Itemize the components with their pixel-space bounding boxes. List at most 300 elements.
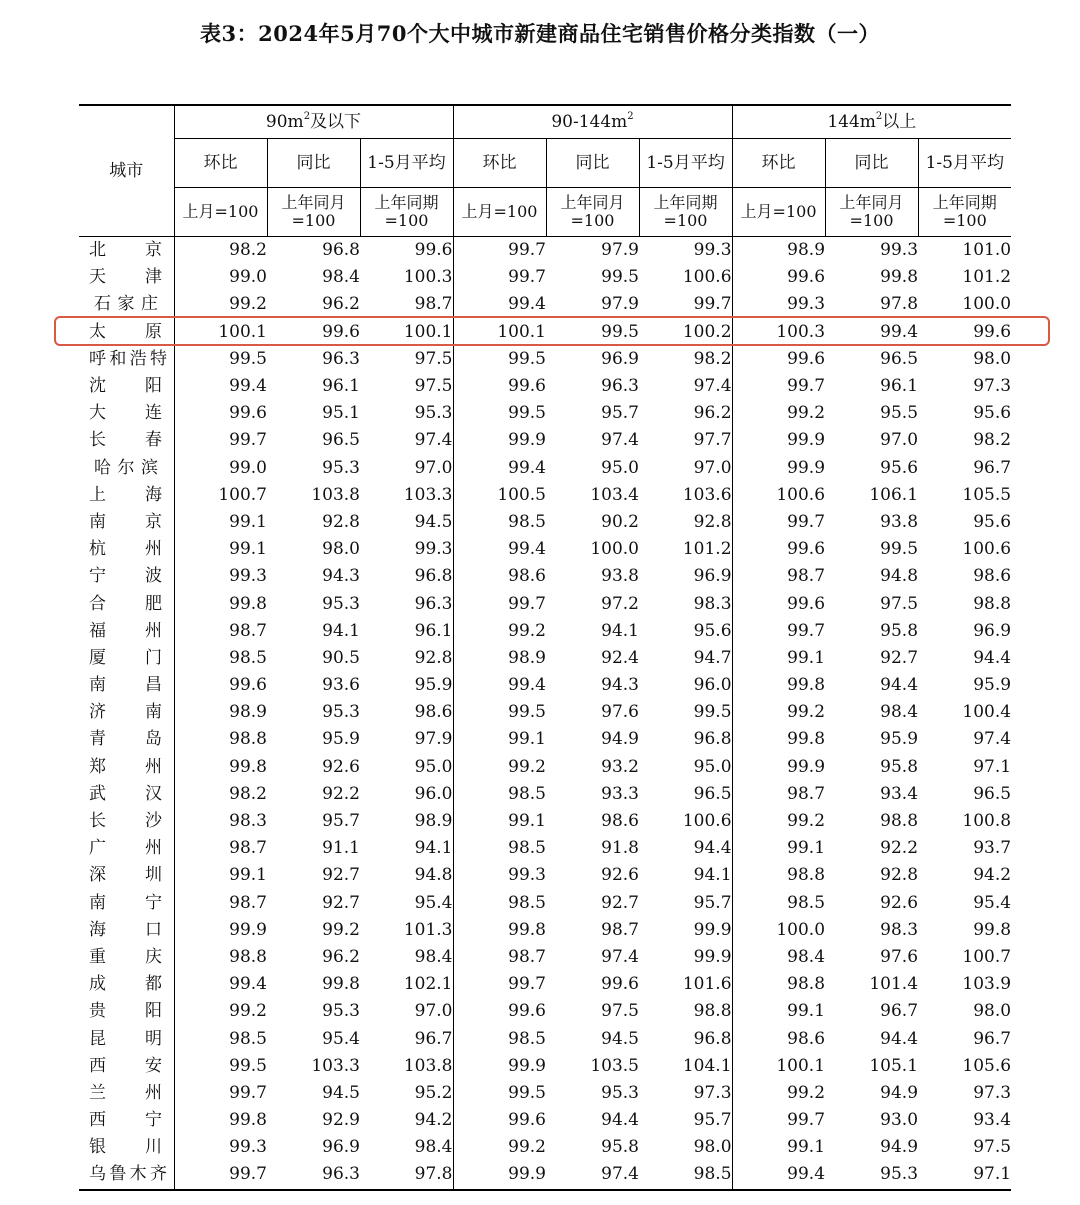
value-cell: 100.6 [639, 264, 732, 291]
value-cell: 96.9 [322, 1137, 360, 1158]
value-cell: 99.6 [229, 675, 267, 696]
price-index-table [79, 104, 1011, 1191]
table-row [79, 536, 1011, 563]
value-cell: 99.3 [880, 240, 919, 261]
value-cell: 100.0 [590, 539, 639, 560]
value-cell: 99.1 [787, 647, 826, 668]
value-cell: 98.5 [508, 892, 546, 913]
metric-header-mom: 环比 [453, 139, 546, 188]
value-cell: 92.2 [322, 783, 360, 804]
value-cell: 93.0 [880, 1110, 919, 1131]
value-cell: 99.8 [229, 756, 267, 777]
value-cell: 93.6 [322, 675, 360, 696]
table-row [79, 455, 1011, 482]
value-cell: 99.2 [508, 620, 546, 641]
value-cell: 99.5 [508, 403, 546, 424]
value-cell: 100.6 [639, 808, 732, 835]
value-cell: 99.9 [229, 919, 267, 940]
table-row [79, 1107, 1011, 1134]
value-cell: 98.6 [360, 699, 453, 726]
value-cell: 99.9 [787, 457, 826, 478]
table-row [79, 319, 1011, 346]
value-cell: 95.3 [360, 400, 453, 427]
value-cell: 105.5 [962, 484, 1012, 505]
value-cell: 94.3 [601, 675, 639, 696]
value-cell: 98.5 [508, 838, 546, 859]
value-cell: 97.4 [360, 427, 453, 454]
value-cell: 98.0 [639, 1134, 732, 1161]
table-row [79, 781, 1011, 808]
value-cell: 95.8 [601, 1137, 639, 1158]
value-cell: 93.2 [601, 756, 639, 777]
base-header-mom: 上月=100 [174, 188, 267, 237]
value-cell: 97.5 [360, 346, 453, 373]
value-cell: 98.9 [787, 240, 826, 261]
city-name: 重 庆 [89, 946, 162, 967]
table-row [79, 590, 1011, 617]
value-cell: 91.8 [601, 838, 639, 859]
table-row [79, 645, 1011, 672]
value-cell: 93.4 [973, 1110, 1012, 1131]
value-cell: 97.4 [601, 946, 639, 967]
metric-header-mom: 环比 [732, 139, 825, 188]
value-cell: 100.1 [360, 319, 453, 346]
value-cell: 99.0 [229, 457, 267, 478]
city-name: 海 口 [89, 919, 162, 940]
metric-header-mom: 环比 [174, 139, 267, 188]
value-cell: 101.2 [639, 536, 732, 563]
table-row [79, 1053, 1011, 1080]
city-name: 石 家 庄 [94, 294, 158, 315]
value-cell: 96.9 [601, 348, 639, 369]
value-cell: 97.1 [918, 1161, 1011, 1189]
city-name: 昆 明 [89, 1028, 162, 1049]
value-cell: 99.9 [453, 1161, 546, 1189]
value-cell: 95.9 [322, 729, 360, 750]
value-cell: 96.2 [639, 400, 732, 427]
city-name: 乌 鲁 木 齐 [89, 1164, 167, 1185]
city-name: 广 州 [89, 838, 162, 859]
value-cell: 98.7 [508, 946, 546, 967]
value-cell: 99.1 [229, 511, 267, 532]
value-cell: 98.8 [229, 946, 267, 967]
value-cell: 98.8 [973, 593, 1012, 614]
value-cell: 94.9 [601, 729, 639, 750]
value-cell: 95.2 [360, 1080, 453, 1107]
value-cell: 96.7 [360, 1025, 453, 1052]
value-cell: 97.6 [601, 702, 639, 723]
city-cell [79, 862, 174, 889]
value-cell: 103.3 [360, 482, 453, 509]
value-cell: 94.5 [360, 509, 453, 536]
base-header-mom: 上月=100 [732, 188, 825, 237]
city-cell [79, 1080, 174, 1107]
value-cell: 94.9 [880, 1137, 919, 1158]
value-cell: 99.5 [508, 348, 546, 369]
value-cell: 98.8 [229, 729, 267, 750]
value-cell: 99.6 [787, 593, 826, 614]
city-name: 成 都 [89, 974, 162, 995]
value-cell: 103.8 [311, 484, 360, 505]
value-cell: 98.4 [360, 1134, 453, 1161]
value-cell: 95.5 [880, 403, 919, 424]
city-cell [79, 1107, 174, 1134]
table-row [79, 1025, 1011, 1052]
value-cell: 98.7 [229, 620, 267, 641]
table-row [79, 726, 1011, 753]
value-cell: 92.6 [601, 865, 639, 886]
city-cell [79, 590, 174, 617]
value-cell: 97.5 [880, 593, 919, 614]
value-cell: 98.4 [787, 946, 826, 967]
value-cell: 95.8 [880, 620, 919, 641]
value-cell: 98.5 [508, 783, 546, 804]
value-cell: 96.8 [639, 1025, 732, 1052]
value-cell: 96.7 [973, 1028, 1012, 1049]
city-cell [79, 944, 174, 971]
value-cell: 101.4 [869, 974, 919, 995]
value-cell: 97.6 [880, 946, 919, 967]
value-cell: 99.5 [508, 1082, 546, 1103]
value-cell: 96.8 [639, 726, 732, 753]
metric-header-avg: 1-5月平均 [639, 139, 732, 188]
value-cell: 97.7 [639, 427, 732, 454]
value-cell: 100.5 [497, 484, 546, 505]
value-cell: 99.2 [229, 294, 267, 315]
base-header-mom: 上月=100 [453, 188, 546, 237]
value-cell: 99.5 [508, 702, 546, 723]
value-cell: 99.4 [732, 1161, 825, 1189]
value-cell: 95.3 [322, 1001, 360, 1022]
table-row [79, 998, 1011, 1025]
value-cell: 92.8 [880, 865, 919, 886]
value-cell: 98.8 [787, 974, 826, 995]
value-cell: 98.0 [973, 1001, 1012, 1022]
value-cell: 92.7 [322, 865, 360, 886]
value-cell: 100.3 [776, 321, 826, 342]
city-cell [79, 672, 174, 699]
base-header-yoy: 上年同月=100 [546, 188, 639, 237]
city-cell [79, 1025, 174, 1052]
value-cell: 99.2 [229, 1001, 267, 1022]
value-cell: 98.7 [787, 783, 826, 804]
value-cell: 99.2 [787, 1082, 826, 1103]
value-cell: 99.4 [880, 321, 919, 342]
city-name: 武 汉 [89, 783, 162, 804]
value-cell: 101.2 [962, 267, 1012, 288]
city-name: 长 春 [89, 430, 162, 451]
value-cell: 100.4 [962, 702, 1012, 723]
city-name: 长 沙 [89, 811, 162, 832]
value-cell: 99.6 [322, 321, 360, 342]
value-cell: 97.0 [880, 430, 919, 451]
value-cell: 92.4 [601, 647, 639, 668]
city-name: 大 连 [89, 403, 162, 424]
city-name: 合 肥 [89, 593, 162, 614]
table-row [79, 808, 1011, 835]
value-cell: 96.8 [360, 563, 453, 590]
value-cell: 95.6 [973, 511, 1012, 532]
value-cell: 99.3 [787, 294, 826, 315]
value-cell: 92.7 [322, 892, 360, 913]
value-cell: 95.4 [973, 892, 1012, 913]
value-cell: 96.3 [267, 1161, 360, 1189]
city-name: 厦 门 [89, 647, 162, 668]
value-cell: 99.2 [322, 919, 360, 940]
value-cell: 97.9 [601, 294, 639, 315]
value-cell: 99.9 [787, 430, 826, 451]
value-cell: 103.9 [962, 974, 1012, 995]
value-cell: 98.9 [229, 702, 267, 723]
metric-header-avg: 1-5月平均 [360, 139, 453, 188]
value-cell: 97.4 [546, 1161, 639, 1189]
value-cell: 99.2 [787, 702, 826, 723]
value-cell: 94.1 [360, 835, 453, 862]
value-cell: 95.4 [360, 890, 453, 917]
value-cell: 94.9 [880, 1082, 919, 1103]
table-row [79, 699, 1011, 726]
value-cell: 98.5 [229, 1028, 267, 1049]
value-cell: 96.8 [322, 240, 360, 261]
value-cell: 96.5 [880, 348, 919, 369]
value-cell: 93.7 [973, 838, 1012, 859]
value-cell: 99.4 [508, 539, 546, 560]
city-cell [79, 890, 174, 917]
group-header-large: $144m^2$以上 [732, 105, 1011, 139]
table-row [79, 291, 1011, 318]
table-header [79, 105, 1011, 237]
value-cell: 99.6 [787, 267, 826, 288]
value-cell: 92.8 [639, 509, 732, 536]
value-cell: 94.7 [639, 645, 732, 672]
table-body [79, 237, 1011, 1190]
value-cell: 95.0 [601, 457, 639, 478]
value-cell: 101.3 [360, 917, 453, 944]
value-cell: 99.4 [229, 974, 267, 995]
value-cell: 99.4 [229, 376, 267, 397]
table-row [79, 917, 1011, 944]
value-cell: 103.3 [311, 1055, 360, 1076]
value-cell: 97.0 [639, 455, 732, 482]
city-name: 银 川 [89, 1137, 162, 1158]
value-cell: 96.1 [322, 376, 360, 397]
value-cell: 100.1 [497, 321, 546, 342]
table-row [79, 1161, 1011, 1189]
table-row [79, 835, 1011, 862]
value-cell: 99.3 [360, 536, 453, 563]
value-cell: 92.6 [880, 892, 919, 913]
table-row [79, 482, 1011, 509]
value-cell: 94.4 [973, 647, 1012, 668]
value-cell: 105.1 [869, 1055, 919, 1076]
city-name: 北 京 [89, 240, 162, 261]
value-cell: 99.2 [508, 1137, 546, 1158]
value-cell: 100.8 [962, 811, 1012, 832]
value-cell: 99.1 [229, 539, 267, 560]
value-cell: 100.6 [776, 484, 826, 505]
value-cell: 95.6 [973, 403, 1012, 424]
value-cell: 98.7 [360, 291, 453, 318]
value-cell: 97.0 [360, 455, 453, 482]
value-cell: 103.6 [639, 482, 732, 509]
value-cell: 99.3 [229, 1137, 267, 1158]
value-cell: 95.1 [322, 403, 360, 424]
value-cell: 94.5 [322, 1082, 360, 1103]
value-cell: 99.1 [787, 838, 826, 859]
value-cell: 96.2 [322, 946, 360, 967]
group-header-medium: $90-144m^2$ [453, 105, 732, 139]
value-cell: 95.7 [601, 403, 639, 424]
value-cell: 92.7 [880, 647, 919, 668]
value-cell: 99.7 [639, 291, 732, 318]
city-name: 南 昌 [89, 675, 162, 696]
value-cell: 96.3 [601, 376, 639, 397]
value-cell: 100.2 [639, 319, 732, 346]
metric-header-yoy: 同比 [825, 139, 918, 188]
city-cell [79, 971, 174, 998]
value-cell: 98.3 [880, 919, 919, 940]
value-cell: 94.2 [973, 865, 1012, 886]
value-cell: 90.2 [601, 511, 639, 532]
value-cell: 99.8 [229, 1110, 267, 1131]
city-name: 天 津 [89, 267, 162, 288]
city-cell [79, 726, 174, 753]
city-name: 深 圳 [89, 865, 162, 886]
value-cell: 96.0 [639, 672, 732, 699]
value-cell: 99.7 [229, 430, 267, 451]
value-cell: 95.3 [322, 702, 360, 723]
value-cell: 92.6 [322, 756, 360, 777]
value-cell: 97.3 [973, 1082, 1012, 1103]
value-cell: 94.1 [322, 620, 360, 641]
value-cell: 94.4 [639, 835, 732, 862]
value-cell: 95.6 [880, 457, 919, 478]
city-name: 杭 州 [89, 539, 162, 560]
city-name: 呼 和 浩 特 [89, 348, 167, 369]
value-cell: 98.4 [360, 944, 453, 971]
value-cell: 98.5 [639, 1161, 732, 1189]
value-cell: 99.7 [787, 620, 826, 641]
value-cell: 97.4 [639, 373, 732, 400]
city-cell [79, 1053, 174, 1080]
value-cell: 97.3 [639, 1080, 732, 1107]
table-row [79, 373, 1011, 400]
value-cell: 99.2 [508, 756, 546, 777]
value-cell: 99.2 [787, 403, 826, 424]
city-cell [79, 264, 174, 291]
value-cell: 93.3 [601, 783, 639, 804]
value-cell: 94.3 [322, 566, 360, 587]
value-cell: 99.1 [787, 1001, 826, 1022]
value-cell: 96.3 [322, 348, 360, 369]
value-cell: 97.3 [973, 376, 1012, 397]
value-cell: 99.5 [229, 348, 267, 369]
city-name: 福 州 [89, 620, 162, 641]
value-cell: 99.6 [601, 974, 639, 995]
value-cell: 97.9 [360, 726, 453, 753]
value-cell: 100.6 [962, 539, 1012, 560]
value-cell: 100.7 [962, 946, 1012, 967]
value-cell: 98.7 [229, 892, 267, 913]
value-cell: 95.9 [360, 672, 453, 699]
value-cell: 99.6 [787, 348, 826, 369]
metric-header-yoy: 同比 [546, 139, 639, 188]
value-cell: 103.5 [590, 1055, 639, 1076]
value-cell: 99.6 [973, 321, 1012, 342]
value-cell: 99.6 [360, 237, 453, 265]
city-cell [79, 1161, 174, 1189]
city-name: 宁 波 [89, 566, 162, 587]
value-cell: 94.8 [360, 862, 453, 889]
value-cell: 95.8 [880, 756, 919, 777]
table-row [79, 400, 1011, 427]
value-cell: 96.7 [973, 457, 1012, 478]
value-cell: 99.7 [508, 267, 546, 288]
value-cell: 96.1 [360, 618, 453, 645]
value-cell: 99.8 [880, 267, 919, 288]
value-cell: 98.8 [639, 998, 732, 1025]
value-cell: 95.7 [322, 811, 360, 832]
value-cell: 100.0 [776, 919, 826, 940]
table-row [79, 427, 1011, 454]
city-name: 西 安 [89, 1055, 162, 1076]
table-row [79, 1134, 1011, 1161]
city-cell [79, 319, 174, 346]
value-cell: 95.6 [639, 618, 732, 645]
value-cell: 99.5 [229, 1055, 267, 1076]
city-cell [79, 237, 174, 265]
value-cell: 105.6 [962, 1055, 1012, 1076]
value-cell: 98.5 [508, 511, 546, 532]
value-cell: 97.4 [601, 430, 639, 451]
city-cell [79, 645, 174, 672]
value-cell: 103.4 [590, 484, 639, 505]
value-cell: 99.7 [229, 1082, 267, 1103]
metric-header-yoy: 同比 [267, 139, 360, 188]
value-cell: 99.7 [508, 240, 546, 261]
value-cell: 94.4 [601, 1110, 639, 1131]
value-cell: 100.3 [360, 264, 453, 291]
table-row [79, 944, 1011, 971]
value-cell: 94.1 [601, 620, 639, 641]
base-header-yoy: 上年同月=100 [267, 188, 360, 237]
value-cell: 95.7 [639, 1107, 732, 1134]
group-header-small: $90m^2$及以下 [174, 105, 453, 139]
value-cell: 99.7 [174, 1161, 267, 1189]
value-cell: 99.7 [508, 593, 546, 614]
table-row [79, 754, 1011, 781]
table-title: 表3：2024年5月70个大中城市新建商品住宅销售价格分类指数（一） [200, 21, 880, 46]
value-cell: 96.1 [880, 376, 919, 397]
city-cell [79, 1134, 174, 1161]
value-cell: 93.8 [601, 566, 639, 587]
city-cell [79, 618, 174, 645]
value-cell: 99.7 [787, 511, 826, 532]
value-cell: 104.1 [639, 1053, 732, 1080]
value-cell: 92.7 [601, 892, 639, 913]
value-cell: 96.3 [360, 590, 453, 617]
value-cell: 97.5 [601, 1001, 639, 1022]
value-cell: 96.5 [322, 430, 360, 451]
city-cell [79, 835, 174, 862]
value-cell: 99.8 [322, 974, 360, 995]
value-cell: 97.4 [973, 729, 1012, 750]
value-cell: 101.0 [962, 240, 1012, 261]
value-cell: 95.3 [322, 593, 360, 614]
city-name: 太 原 [89, 321, 162, 342]
city-name: 贵 阳 [89, 1001, 162, 1022]
value-cell: 98.3 [639, 590, 732, 617]
